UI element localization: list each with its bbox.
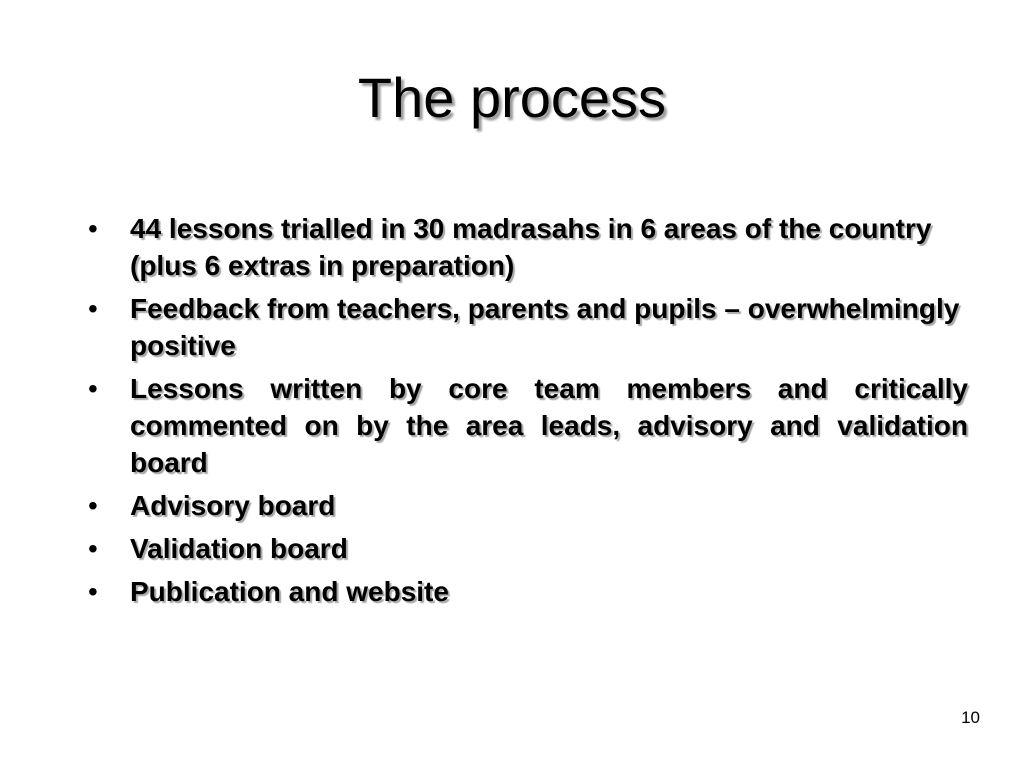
bullet-item (88, 210, 968, 284)
bullet-text: Publication and website (130, 576, 449, 607)
bullet-item (88, 487, 968, 524)
bullet-dot: • (88, 490, 98, 521)
bullet-dot: • (88, 576, 98, 607)
slide-number: 10 (961, 708, 980, 727)
bullet-text: Validation board (130, 533, 348, 564)
bullet-dot: • (88, 533, 98, 564)
bullet-text: Advisory board (130, 490, 336, 521)
bullet-item (88, 530, 968, 567)
bullet-dot: • (88, 213, 98, 244)
bullet-item (88, 370, 968, 481)
bullet-item (88, 290, 968, 364)
bullet-dot: • (88, 293, 98, 324)
bullet-dot: • (88, 373, 98, 404)
bullet-item (88, 573, 968, 610)
slide-title: The process (357, 66, 667, 129)
bullet-text: 44 lessons trialled in 30 madrasahs in 6 areas of the country (plus 6 extras in preparation) (130, 213, 932, 281)
bullet-text: Lessons written by core team members and critically commented on by the area leads, advisory and validation board (130, 373, 968, 478)
bullet-list (88, 210, 968, 616)
bullet-text: Feedback from teachers, parents and pupils – overwhelmingly positive (130, 293, 960, 361)
